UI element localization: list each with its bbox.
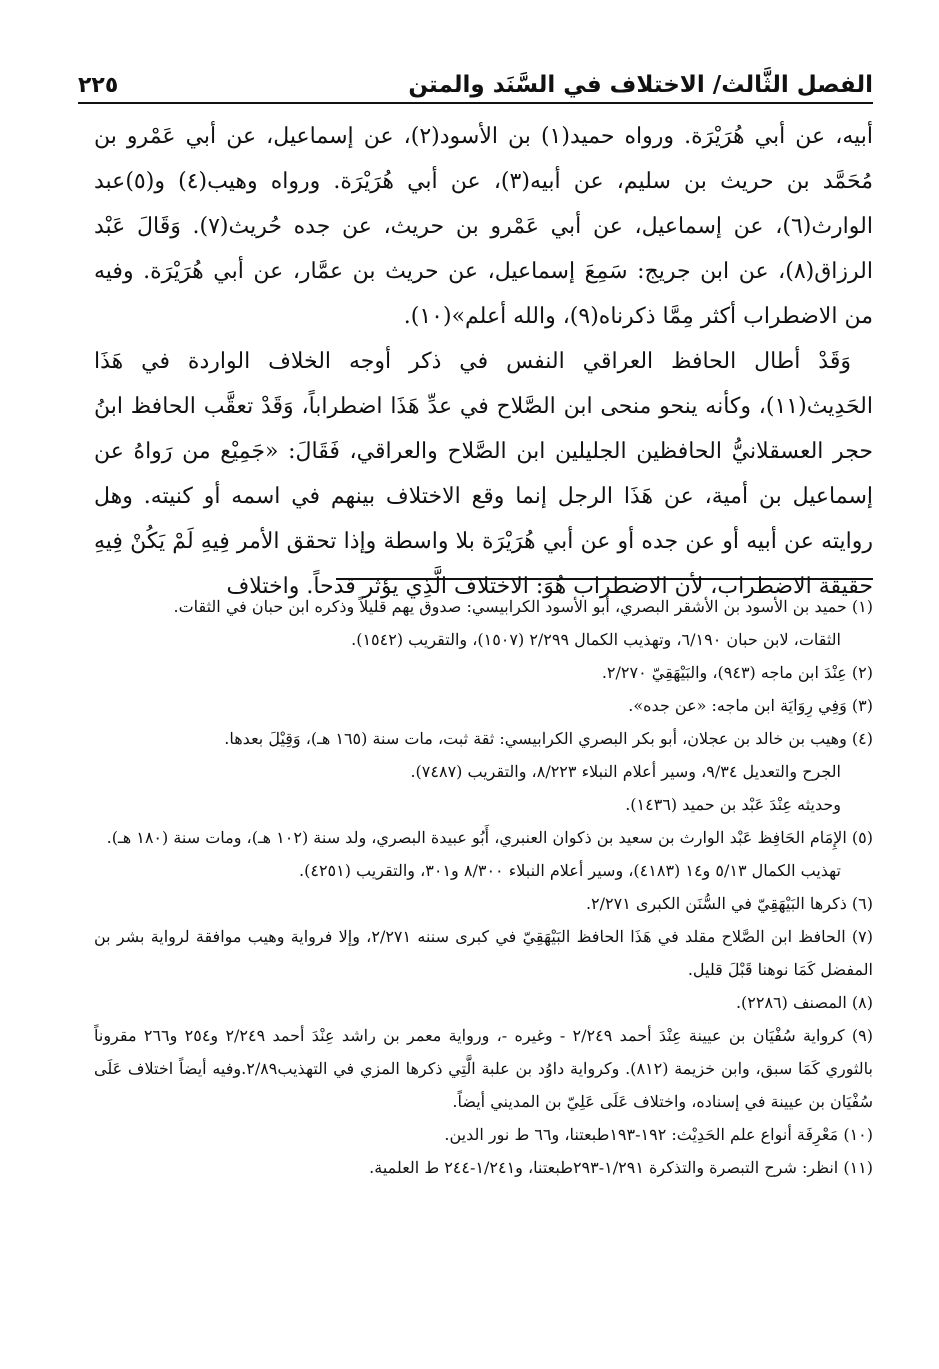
footnote bbox=[94, 920, 873, 986]
footnote-reference: الثقات، لابن حبان ٦/١٩٠، وتهذيب الكمال ٢/٢٩٩ (١٥٠٧)، والتقريب (١٥٤٢). bbox=[351, 630, 841, 649]
footnote bbox=[94, 1019, 873, 1118]
footnote bbox=[94, 689, 873, 722]
footnote-text: المصنف (٢٢٨٦). bbox=[735, 993, 847, 1012]
footnote-number: (٥) bbox=[851, 828, 873, 847]
footnote-text: الحافظ ابن الصَّلاح مقلد في هَذَا الحافظ البَيْهَقِيّ في كبرى سننه ٢/٢٧١، وإلا فرواية وهيب موافقة لرواية بشر بن المفضل كَمَا نوهنا قَبْلَ قليل. bbox=[94, 927, 873, 979]
footnote-number: (٣) bbox=[851, 696, 873, 715]
footnote bbox=[94, 887, 873, 920]
footnote-divider bbox=[336, 578, 873, 580]
paragraph-1: أبيه، عن أبي هُرَيْرَة. ورواه حميد(١) بن الأسود(٢)، عن إسماعيل، عن أبي عَمْرو بن مُحَمَّد بن حريث بن سليم، عن أبيه(٣)، عن أبي هُرَيْرَة. ورواه وهيب(٤) و(٥)عبد الوارث(٦)، عن إسماعيل، عن أبي عَمْرو بن حريث، عن جده حُريث(٧). وَقَالَ عَبْد الرزاق(٨)، عن ابن جريج: سَمِعَ إسماعيل، عن حريث بن عمَّار، عن أبي هُرَيْرَة. وفيه من الاضطراب أكثر مِمَّا ذكرناه(٩)، والله أعلم»(١٠). bbox=[94, 124, 873, 329]
footnotes bbox=[94, 590, 873, 1184]
footnote-text: انظر: شرح التبصرة والتذكرة ١/٢٩١-٢٩٣طبعتنا، و١/٢٤١-٢٤٤ ط العلمية. bbox=[369, 1158, 839, 1177]
footnote bbox=[94, 722, 873, 821]
footnote-number: (٦) bbox=[851, 894, 873, 913]
footnote-text: مَعْرِفَة أنواع علم الحَدِيْث: ١٩٢-١٩٣طبعتنا، و٦٦ ط نور الدين. bbox=[444, 1125, 839, 1144]
footnote bbox=[94, 656, 873, 689]
footnote-number: (١) bbox=[851, 597, 873, 616]
footnote-text: الإِمَام الحَافِظ عَبْد الوارث بن سعيد بن ذكوان العنبري، أَبُو عبيدة البصري، ولد سنة (١٠٢ هـ)، ومات سنة (١٨٠ هـ). bbox=[106, 828, 847, 847]
footnote bbox=[94, 1118, 873, 1151]
footnote-number: (١٠) bbox=[843, 1125, 873, 1144]
footnote-reference: الجرح والتعديل ٩/٣٤، وسير أعلام النبلاء ٨/٢٢٣، والتقريب (٧٤٨٧). bbox=[410, 762, 841, 781]
footnote bbox=[94, 986, 873, 1019]
main-text bbox=[94, 114, 873, 609]
page-number: ٢٢٥ bbox=[78, 73, 119, 98]
page-header bbox=[78, 58, 873, 104]
footnote-text: عِنْدَ ابن ماجه (٩٤٣)، والبَيْهَقِيّ ٢/٢٧٠. bbox=[601, 663, 847, 682]
footnote-number: (٨) bbox=[851, 993, 873, 1012]
footnote-number: (٩) bbox=[851, 1026, 874, 1045]
footnote-text: وهيب بن خالد بن عجلان، أبو بكر البصري الكرابيسي: ثقة ثبت، مات سنة (١٦٥ هـ)، وَقِيْلَ بعدها. bbox=[224, 729, 847, 748]
footnote bbox=[94, 821, 873, 887]
footnote-number: (٤) bbox=[851, 729, 873, 748]
footnote bbox=[94, 1151, 873, 1184]
paragraph-2: وَقَدْ أطال الحافظ العراقي النفس في ذكر أوجه الخلاف الواردة في هَذَا الحَدِيث(١١)، وكأنه ينحو منحى ابن الصَّلاح في عدِّ هَذَا اضطراباً، وَقَدْ تعقَّب الحافظ ابنُ حجر العسقلانيُّ الحافظين الجليلين ابن الصَّلاح والعراقي، فَقَالَ: «جَمِيْع من رَواهُ عن إسماعيل بن أمية، عن هَذَا الرجل إنما وقع الاختلاف بينهم في اسمه أو كنيته. وهل روايته عن أبيه أو عن جده أو عن أبي هُرَيْرَة بلا واسطة وإذا تحقق الأمر فِيهِ لَمْ يَكُنْ فِيهِ حقيقة الاضطراب، لأن الاضطراب هُوَ: الاختلاف الَّذِي يؤثر قدحاً. واختلاف bbox=[94, 349, 873, 599]
footnote-text: وَفِي رِوَايَة ابن ماجه: «عن جده». bbox=[628, 696, 847, 715]
footnote-text: حميد بن الأسود بن الأشقر البصري، أبو الأسود الكرابيسي: صدوق يهم قليلاً وذكره ابن حبان في الثقات. bbox=[173, 597, 847, 616]
footnote-reference: تهذيب الكمال ٥/١٣ و١٤ (٤١٨٣)، وسير أعلام النبلاء ٨/٣٠٠ و٣٠١، والتقريب (٤٢٥١). bbox=[299, 861, 841, 880]
footnote-number: (١١) bbox=[843, 1158, 873, 1177]
footnote-reference: وحديثه عِنْدَ عَبْد بن حميد (١٤٣٦). bbox=[625, 795, 841, 814]
footnote-number: (٧) bbox=[851, 927, 873, 946]
chapter-title: الفصل الثَّالث/ الاختلاف في السَّنَد والمتن bbox=[408, 72, 873, 98]
footnote bbox=[94, 590, 873, 656]
footnote-text: ذكرها البَيْهَقِيّ في السُّنَن الكبرى ٢/٢٧١. bbox=[585, 894, 847, 913]
footnote-text: كرواية سُفْيَان بن عيينة عِنْدَ أحمد ٢/٢٤٩ - وغيره -، ورواية معمر بن راشد عِنْدَ أحمد ٢/٢٤٩ و٢٥٤ و٢٦٦ مقروناً بالثوري كَمَا سبق، وابن خزيمة (٨١٢). وكرواية داوُد بن علبة الَّتِي ذكرها المزي في التهذيب٢/٨٩.وفيه أيضاً اختلاف عَلَى سُفْيَان بن عيينة في إسناده، واختلاف عَلَى عَلِيّ بن المديني أيضاً. bbox=[94, 1026, 874, 1111]
footnote-number: (٢) bbox=[851, 663, 873, 682]
